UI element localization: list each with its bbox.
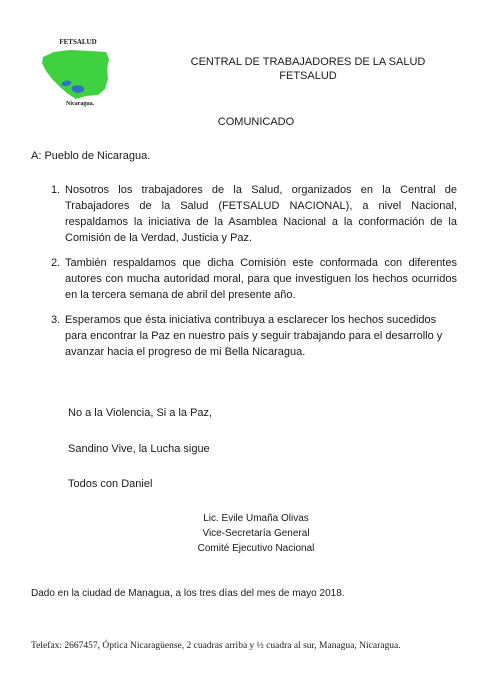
logo-bottom-text: Nicaragua.: [66, 101, 95, 107]
signatory-name: Lic. Evile Umaña Olivas: [203, 513, 309, 524]
list-item-number: 1.: [51, 184, 61, 196]
date-place-line: Dado en la ciudad de Managua, a los tres días del mes de mayo 2018.: [31, 588, 345, 599]
fetsalud-logo: [38, 38, 118, 110]
organization-acronym: FETSALUD: [279, 70, 337, 82]
list-item-text: Nosotros los trabajadores de la Salud, organizados en la Central de Trabajadores de la Salud (FETSALUD NACIONAL), a nivel Nacional, respaldamos la iniciativa de la Asamblea Nacional a la conformación de la Comisión de la Verdad, Justicia y Paz.: [65, 184, 457, 244]
organization-header: [180, 55, 436, 83]
closing-line: Todos con Daniel: [68, 478, 153, 490]
nicaragua-map-icon: [40, 49, 112, 101]
signatory-committee: Comité Ejecutivo Nacional: [197, 543, 315, 554]
numbered-list: [31, 182, 457, 369]
list-item-text: También respaldamos que dicha Comisión este conformada con diferentes autores con mucha autoridad moral, para que investiguen los hechos ocurridos en la tercera semana de abril del presente año.: [65, 257, 457, 301]
addressee: A: Pueblo de Nicaragua.: [31, 150, 151, 162]
signatory-role: Vice-Secretaría General: [202, 528, 310, 539]
list-item-number: 2.: [51, 257, 61, 269]
footer-contact: Telefax: 2667457, Óptica Nicaragüense, 2 cuadras arriba y ½ cuadra al sur, Managua, Nicaragua.: [31, 641, 401, 651]
organization-name: CENTRAL DE TRABAJADORES DE LA SALUD: [190, 56, 426, 68]
list-item-text: Esperamos que ésta iniciativa contribuya a esclarecer los hechos sucedidos para encontrar la Paz en nuestro país y seguir trabajando para el desarrollo y avanzar hacia el progreso de mi Bella Nicaragua.: [65, 314, 443, 358]
document-title: COMUNICADO: [217, 116, 295, 128]
list-item: [31, 312, 457, 360]
logo-top-text: FETSALUD: [59, 38, 97, 46]
closing-line: No a la Violencia, Si a la Paz,: [68, 407, 213, 419]
list-item: [31, 182, 457, 246]
list-item-number: 3.: [51, 314, 61, 326]
signature-block: [180, 511, 332, 556]
list-item: [31, 255, 457, 303]
closing-line: Sandino Vive, la Lucha sigue: [68, 443, 210, 455]
